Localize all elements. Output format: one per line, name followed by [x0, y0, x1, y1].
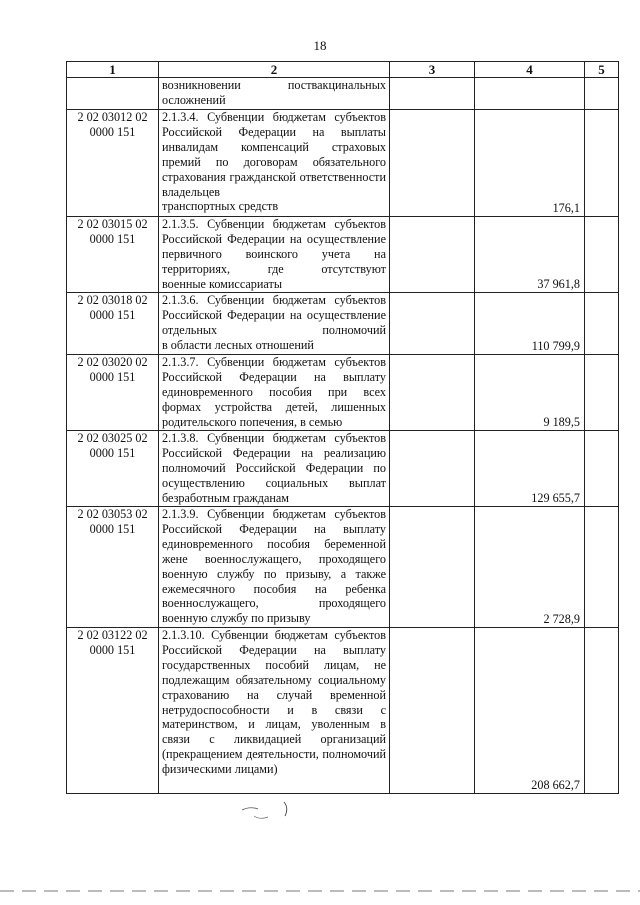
row-description: 2.1.3.5. Субвенции бюджетам субъектов Российской Федерации на осуществление первичного воинского учета на территориях, где отсутствуют военные комиссариаты [159, 217, 390, 293]
row-code: 2 02 03015 02 0000 151 [67, 217, 159, 293]
row-amount: 110 799,9 [475, 293, 585, 355]
row-description: 2.1.3.4. Субвенции бюджетам субъектов Российской Федерации на выплаты инвалидам компенсаций страховых премий по договорам обязательного страхования гражданской ответственности владельцев транспортных средств [159, 110, 390, 217]
row-code [67, 78, 159, 110]
row-col5 [585, 217, 619, 293]
row-code: 2 02 03012 02 0000 151 [67, 110, 159, 217]
handwritten-mark [236, 798, 296, 828]
row-col5 [585, 78, 619, 110]
row-code: 2 02 03122 02 0000 151 [67, 628, 159, 794]
row-col5 [585, 628, 619, 794]
row-description: 2.1.3.9. Субвенции бюджетам субъектов Российской Федерации на выплату единовременного пособия беременной жене военнослужащего, проходящего военную службу по призыву, а также ежемесячного пособия на ребенка военнослужащего, проходящего военную службу по призыву [159, 507, 390, 628]
row-description: возникновении поствакцинальных осложнений [159, 78, 390, 110]
scan-edge-line [0, 890, 640, 892]
table-row [67, 217, 619, 293]
row-amount: 2 728,9 [475, 507, 585, 628]
column-header-5: 5 [585, 62, 619, 78]
table-row [67, 628, 619, 794]
table-row [67, 507, 619, 628]
row-col3 [390, 628, 475, 794]
table-row [67, 78, 619, 110]
budget-table [66, 61, 619, 794]
row-amount: 176,1 [475, 110, 585, 217]
row-code: 2 02 03018 02 0000 151 [67, 293, 159, 355]
table-row [67, 431, 619, 507]
table-header-row [67, 62, 619, 78]
table-row [67, 355, 619, 431]
row-col3 [390, 507, 475, 628]
row-col5 [585, 110, 619, 217]
row-code: 2 02 03020 02 0000 151 [67, 355, 159, 431]
row-col3 [390, 78, 475, 110]
row-col5 [585, 355, 619, 431]
row-code: 2 02 03053 02 0000 151 [67, 507, 159, 628]
row-code: 2 02 03025 02 0000 151 [67, 431, 159, 507]
row-amount: 129 655,7 [475, 431, 585, 507]
column-header-4: 4 [475, 62, 585, 78]
row-description: 2.1.3.6. Субвенции бюджетам субъектов Российской Федерации на осуществление отдельных полномочий в области лесных отношений [159, 293, 390, 355]
page-number: 18 [313, 38, 327, 53]
row-description: 2.1.3.10. Субвенции бюджетам субъектов Российской Федерации на выплату государственных пособий лицам, не подлежащим обязательному социальному страхованию на случай временной нетрудоспособности и в связи с материнством, и лицам, уволенным в связи с ликвидацией организаций (прекращением деятельности, полномочий физическими лицами) [159, 628, 390, 794]
row-amount: 9 189,5 [475, 355, 585, 431]
row-description: 2.1.3.8. Субвенции бюджетам субъектов Российской Федерации на реализацию полномочий Российской Федерации по осуществлению социальных выплат безработным гражданам [159, 431, 390, 507]
row-col5 [585, 431, 619, 507]
row-amount [475, 78, 585, 110]
row-amount: 208 662,7 [475, 628, 585, 794]
column-header-2: 2 [159, 62, 390, 78]
table-row [67, 110, 619, 217]
row-col5 [585, 293, 619, 355]
row-col3 [390, 110, 475, 217]
column-header-3: 3 [390, 62, 475, 78]
column-header-1: 1 [67, 62, 159, 78]
row-col3 [390, 431, 475, 507]
row-col3 [390, 217, 475, 293]
table-row [67, 293, 619, 355]
row-amount: 37 961,8 [475, 217, 585, 293]
row-col3 [390, 293, 475, 355]
row-col5 [585, 507, 619, 628]
row-description: 2.1.3.7. Субвенции бюджетам субъектов Российской Федерации на выплату единовременного пособия при всех формах устройства детей, лишенных родительского попечения, в семью [159, 355, 390, 431]
row-col3 [390, 355, 475, 431]
